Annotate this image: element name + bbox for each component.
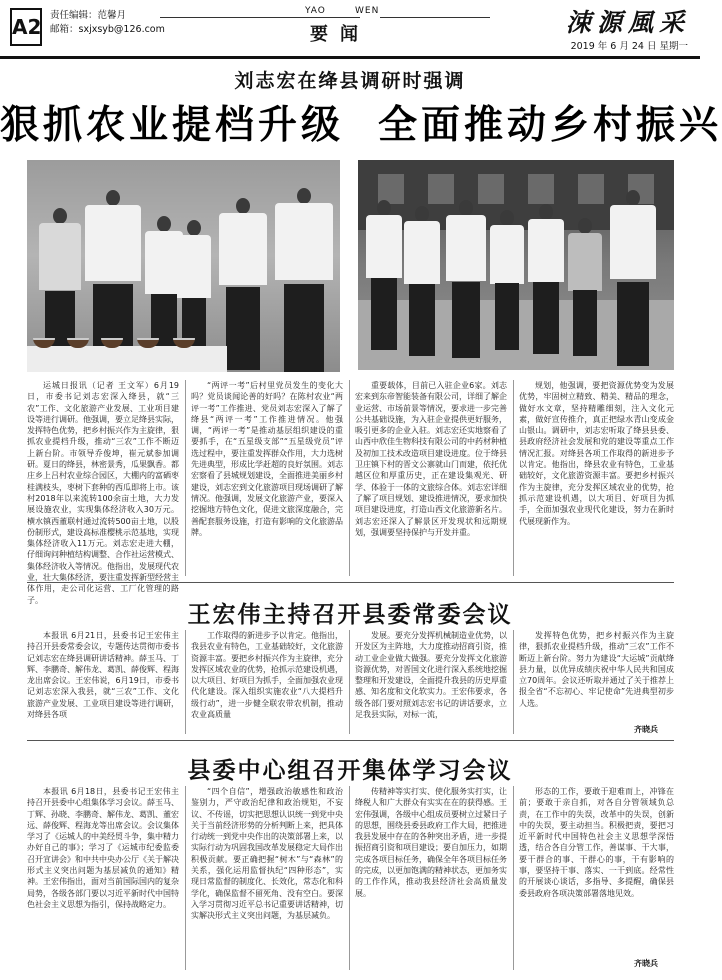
story3-column-3-text: 传精神等实打实、使化服务实打实，让绛税人和广大群众有实实在在的获得感。王宏伟强调，各级中心组成员要树立过紧日子的思想，围绕县委县政府工作大局，把推进我县发展中存在的各种突出矛盾，进一步提振招商引资和项目建设；要自加压力，如期完成各项目标任务，确保全年各项目标任务的完成，以更加饱满的精神状态，更加务实的工作作风，推动我县经济社会高质量发展。 xyxy=(355,787,507,898)
column-rule xyxy=(513,786,514,970)
lead-column-4-text: 规划，他强调，要把资源优势变为发展优势，牢固树立精致、精美、精品的理念，做好水文章，坚持精雕细刻，注入文化元素，做好宣传推介，真正把绿水青山变成金山银山。调研中，刘志宏听取了绛县县委、县政府经济社会发展和党的建设等重点工作情况汇报。对绛县各项工作取得的新进步予以肯定。他指出，绛县农业有特色，工业基础较好，文化旅游资源丰富。要把乡村振兴作为主旋律，充分发挥区域农业的优势，抢抓示范建设机遇，以大项目、好项目为抓手，全面加强农业现代化建设，努力在新时代展现新作为。 xyxy=(519,381,674,526)
person-figure xyxy=(366,200,402,350)
person-figure xyxy=(404,206,440,356)
photo-field-visit xyxy=(27,160,340,372)
column-rule xyxy=(185,630,186,734)
person-figure xyxy=(568,218,602,356)
person-figure xyxy=(490,210,524,350)
story2-column-1-text: 本报讯 6月21日，县委书记王宏伟主持召开县委常委会议，专题传达贯彻市委书记刘志宏在绛县调研讲话精神。薛玉马、丁辉、李鹏奇、解伟龙、葛凯、薛俊辉、程海龙出席会议。王宏伟说，6月19日，市委书记刘志宏深入我县，就“三农”工作、文化旅游产业发展、工业项目建设等进行调研，对绛县各项 xyxy=(27,631,179,720)
story2-column-3-text: 发展。要充分发挥机械制造业优势，以开发区为主阵地，大力度推动招商引资，推动工业企业做大做强。要充分发挥文化旅游资源优势，对晋国文化进行深入系统地挖掘整理和开发建设，全面提升我县的历史厚重感、知名度和文化软实力。王宏伟要求，各级各部门要对照刘志宏书记的讲话要求，立足我县实际，对标一流， xyxy=(355,631,507,720)
person-figure xyxy=(610,190,656,366)
editor-email[interactable]: 邮箱：sxjxsyb@126.com xyxy=(50,24,165,35)
publication-date: 2019 年 6 月 24 日 星期一 xyxy=(570,41,688,52)
page-number: A2 xyxy=(10,8,42,46)
story3-column-3 xyxy=(355,786,507,970)
column-rule xyxy=(513,380,514,576)
lead-headline-part2: 全面推动乡村振兴 xyxy=(378,103,722,148)
header-divider xyxy=(0,56,700,59)
lead-column-4 xyxy=(519,380,674,576)
person-figure xyxy=(528,204,564,354)
column-rule xyxy=(185,380,186,576)
fruit-bowls xyxy=(33,334,213,348)
paper-logo: 涑源風采 xyxy=(565,8,690,37)
story3-column-4-text: 形态的工作，要敢于迎难而上，冲锋在前；要敢于亲自抓，对各自分管领域负总责，在工作中的失误，改革中的失误，创新中的失误，要主动担当。积极把责，要把习近平新时代中国特色社会主义思想学深悟透，结合各自分管工作，善谋事、干大事，要干群合的事、干群心的事，干有影响的事，要坚持干事、落实、一干到底。经常性的开展谈心谈话，多指导、多提醒，确保县委县政府各项决策部署落地见效。 xyxy=(519,787,674,898)
person-figure xyxy=(275,188,333,372)
lead-column-1 xyxy=(27,380,179,605)
story2-column-4 xyxy=(519,630,674,724)
story2-column-2 xyxy=(191,630,343,734)
story2-headline: 王宏伟主持召开县委常委会议 xyxy=(187,602,513,628)
lead-column-3 xyxy=(355,380,507,576)
section-pinyin-left: YAO xyxy=(305,6,326,16)
story3-column-2 xyxy=(191,786,343,970)
story3-column-4 xyxy=(519,786,674,956)
header-rule-left xyxy=(160,17,360,18)
story3-headline: 县委中心组召开集体学习会议 xyxy=(187,758,513,784)
person-figure xyxy=(446,200,486,358)
lead-headline xyxy=(0,94,722,150)
section-divider xyxy=(27,582,674,583)
editor-info xyxy=(50,9,165,37)
editor-name: 责任编辑：范馨月 xyxy=(50,10,127,21)
person-figure xyxy=(219,198,267,370)
column-rule xyxy=(349,786,350,970)
lead-headline-part1: 狠抓农业提档升级 xyxy=(0,103,345,148)
story3-signoff: 齐晓兵 xyxy=(634,959,658,968)
story2-column-3 xyxy=(355,630,507,734)
story3-column-1 xyxy=(27,786,179,970)
lead-column-1-text: 运城日报讯（记者 王文军）6月19日，市委书记刘志宏深入绛县，就“三农”工作、文化旅游产业发展、工业项目建设等进行调研。他强调，要立足绛县实际，发挥特色优势，把乡村振兴作为主旋律，狠抓农业提档升级，推动“三农”工作不断迈上新台阶。市领导乔俊坤，崔元斌参加调研。夏日的绛县，林密景秀，瓜果飘香。都庄乡上吕村农业综合园区，大棚内的富硒枣桂满枝头，枣树下套种的西瓜即将上市。该村2018年以来流转100余亩土地，大力发展设施农业，实现集体经济收入30万元。横水镇西董联村通过流转500亩土地，以股份制形式，建设高标准樱桃示范基地，实现集体经济收入11万元。刘志宏走进大棚，仔细询问种植结构调整、合作社运营模式、集体经济收入等情况。他指出，发展现代农业，壮大集体经济，要注重发挥新型经营主体作用，走公司化运营、工厂化管理的路子。 xyxy=(27,381,179,605)
story2-column-4-text: 发挥特色优势，把乡村振兴作为主旋律，狠抓农业提档升级，推动“三农”工作不断迈上新台阶。努力为建设“大运城”贡献绛县力量，以优异成绩庆祝中华人民共和国成立70周年。会议还听取并通过了关于推荐上报全省“不忘初心、牢记使命”先进典型初步人选。 xyxy=(519,631,674,708)
column-rule xyxy=(349,380,350,576)
story3-column-2-text: “四个自信”，增强政治敏感性和政治鉴别力，严守政治纪律和政治规矩，不妄议、不传谣，切实把思想认识统一到党中央关于当前经济形势的分析判断上来，把具体行动统一到党中央作出的决策部署上来，以实际行动为巩固我国改革发展稳定大局作出积极贡献。要正确把握“树木”与“森林”的关系，强化运用监督执纪“四种形态”，实现日常监督的制度化、长效化，常态化和科学化，确保监督不留死角、没有空白。要深入学习贯彻习近平总书记重要讲话精神，切实解决形式主义突出问题，为基层减负。 xyxy=(191,787,343,921)
column-rule xyxy=(513,630,514,734)
lead-column-2-text: “两评一考”后村里党员发生的变化大吗？党员谈闻论善的好吗？在陈村农业“两评一考”工作推进、党员刘志宏深入了解了绛县“两评一考”工作推进情况。他强调，“两评一考”是推动基层组织建设的重要抓手，在“五星级支部”“五星级党员”评选过程中，要注重发挥群众作用，大力选树先进典型，形成比学赶超的良好氛围。刘志宏察看了县城规划建设，全面推进美丽乡村建设，刘志宏到文化旅游项目现场调研了解情况。他强调，发展文化旅游产业，要深入挖掘地方特色文化，促进文旅深度融合，完善配套服务设施，打造有影响的文化旅游品牌。 xyxy=(191,381,343,537)
section-pinyin-right: WEN xyxy=(355,6,380,16)
header-rule-right xyxy=(380,17,490,18)
lead-column-2 xyxy=(191,380,343,576)
fruit-display-table xyxy=(27,346,227,372)
masthead xyxy=(0,0,700,58)
lead-kicker: 刘志宏在绛县调研时强调 xyxy=(234,70,466,92)
column-rule xyxy=(185,786,186,970)
photo-project-inspection xyxy=(358,160,674,370)
story3-column-1-text: 本报讯 6月18日，县委书记王宏伟主持召开县委中心组集体学习会议。薛玉马、丁辉、孙晓、李鹏奇、解伟龙、葛凯、董宏远、薛俊辉、程海龙等出席会议。会议集体学习了《运城人的中美经贸斗争，集中精力办好自己的事》；学习了《运城市纪委监委召开宣讲会》和中共中央办公厅《关于解决形式主义突出问题为基层减负的通知》精神。王宏伟指出，面对当前国际国内的复杂局势，各级各部门要以习近平新时代中国特色社会主义思想为指引，保持战略定力。 xyxy=(27,787,179,909)
column-rule xyxy=(349,630,350,734)
story2-signoff: 齐晓兵 xyxy=(634,725,658,734)
lead-column-3-text: 重要载体，目前已入驻企业6家。刘志宏来到东帝智能装备有限公司，详细了解企业运营、市场前景等情况，要求进一步完善公共基础设施，为入驻企业提供更好服务，吸引更多的企业入驻。刘志宏还实地察看了山西中欣佳生物科技有限公司的中药材种植及初加工技术改造项目建设进度。位于绛县卫庄镇下村的晋文公寨就山门而建，依托优越区位和厚重历史，正在建设集观光、研学、体验于一体的文旅综合体。刘志宏详细了解了项目规划、建设推进情况，要求加快项目建设进度，打造山西文化旅游新名片。刘志宏还深入了解景区开发现状和远期规划，强调要坚持保护与开发并重。 xyxy=(355,381,507,537)
story2-column-1 xyxy=(27,630,179,734)
section-divider xyxy=(27,740,674,741)
story2-column-2-text: 工作取得的新进步予以肯定。他指出，我县农业有特色，工业基础较好，文化旅游资源丰富。要把乡村振兴作为主旋律，充分发挥区域农业的优势，抢抓示范建设机遇，以大项目、好项目为抓手，全面加强农业现代化建设。深入组织实施农业“八大提档升级行动”，进一步健全联农带农机制，推动农业高质量 xyxy=(191,631,343,720)
section-title: 要闻 xyxy=(310,24,370,45)
